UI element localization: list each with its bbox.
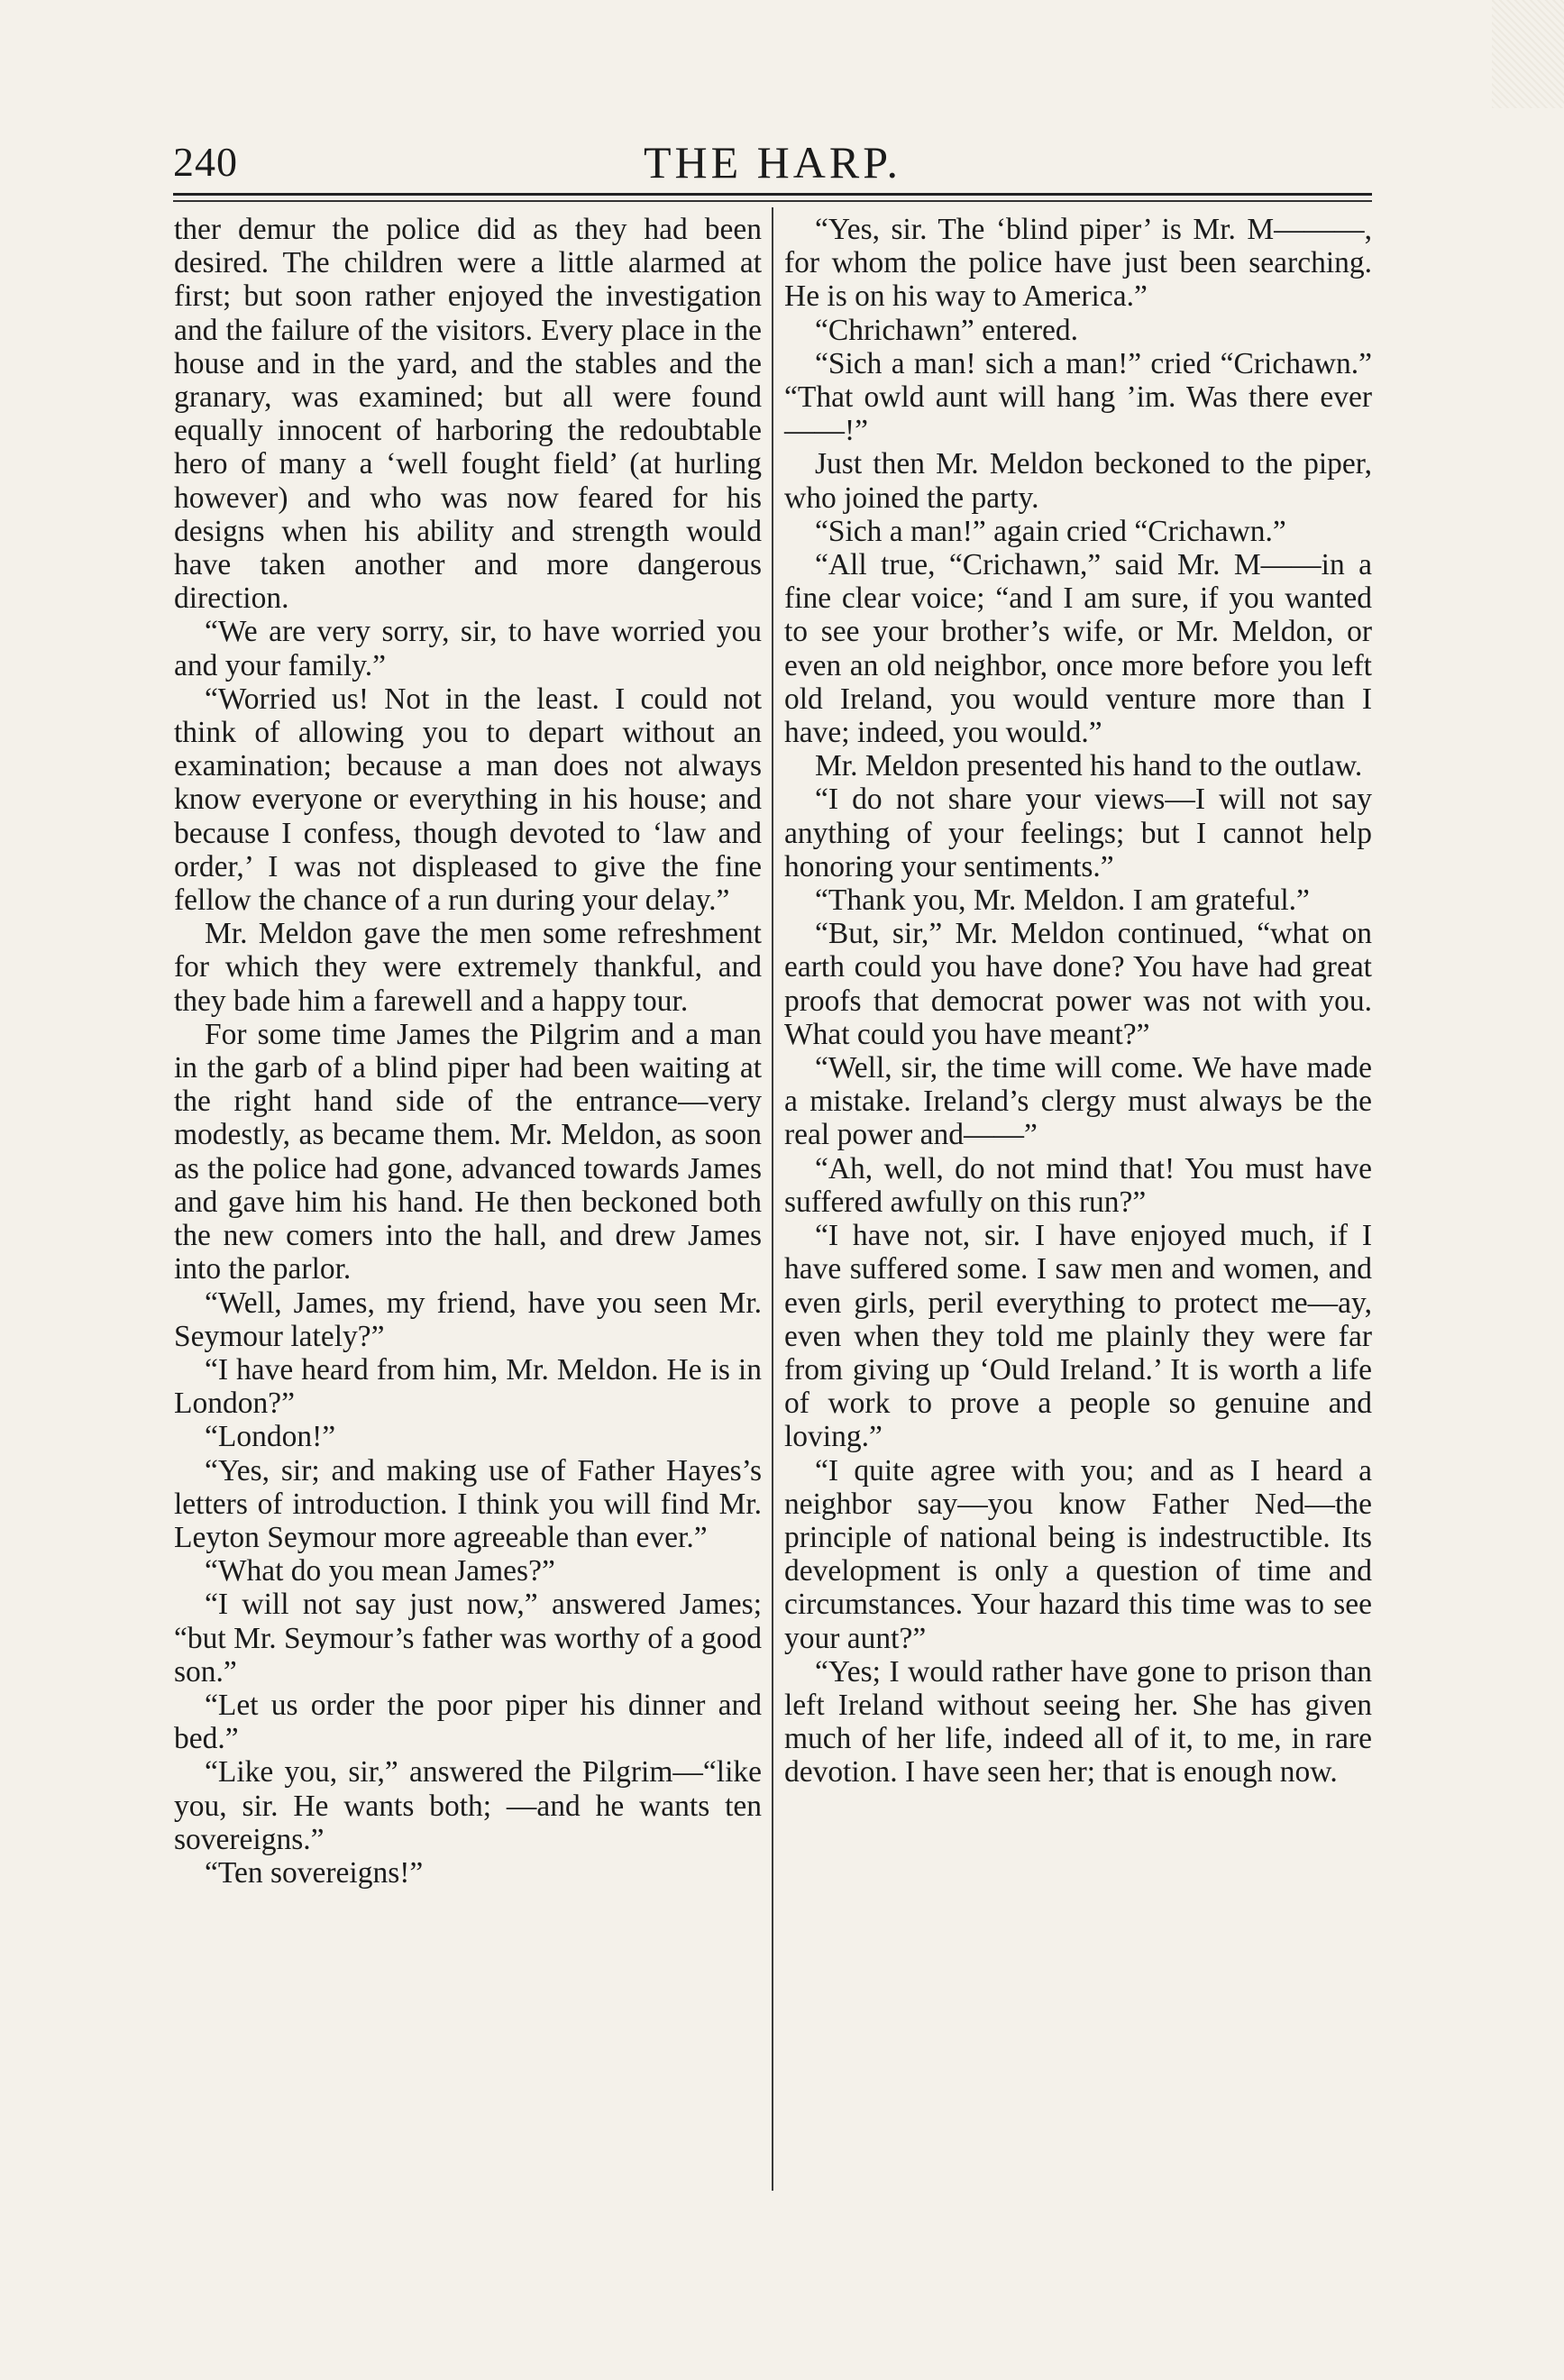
paragraph: “Sich a man! sich a man!” cried “Crichawn.” “That owld aunt will hang ’im. Was there ever——!” (784, 346, 1372, 448)
paragraph: Just then Mr. Meldon beckoned to the piper, who joined the party. (784, 447, 1372, 515)
paragraph: “Yes; I would rather have gone to prison than left Ireland without seeing her. She has given much of her life, indeed all of it, to me, in rare devotion. I have seen her; that is enough now. (784, 1654, 1372, 1790)
column-divider (772, 207, 773, 2191)
paragraph: Mr. Meldon presented his hand to the outlaw. (815, 749, 1363, 783)
paragraph: “I do not share your views—I will not say anything of your feelings; but I cannot help honoring your sentiments.” (784, 783, 1372, 883)
paragraph: “Yes, sir; and making use of Father Hayes’s letters of introduction. I think you will find Mr. Leyton Seymour more agreeable than ever.” (174, 1453, 762, 1554)
header-rule-thin (173, 200, 1372, 202)
paragraph: “All true, “Crichawn,” said Mr. M——in a fine clear voice; “and I am sure, if you wanted to see your brother’s wife, or Mr. Meldon, or even an old neighbor, once more before you left old Ireland, you would venture more than I have; indeed, you would.” (784, 548, 1372, 750)
paragraph: “Well, sir, the time will come. We have made a mistake. Ireland’s clergy must always be the real power and——” (784, 1051, 1372, 1152)
paragraph: “I have heard from him, Mr. Meldon. He is in London?” (174, 1352, 762, 1421)
page-header (173, 135, 1372, 189)
paragraph: “But, sir,” Mr. Meldon continued, “what on earth could you have done? You have had great proofs that democrat power was not with you. What could you have meant?” (784, 917, 1372, 1051)
paragraph: “Well, James, my friend, have you seen Mr. Seymour lately?” (174, 1286, 762, 1353)
paragraph: “Worried us! Not in the least. I could not think of allowing you to depart without an examination; because a man does not always know everyone or everything in his house; and because I confess, though devoted to ‘law and order,’ I was not displeased to give the fine fellow the chance of a run during your delay.” (174, 682, 762, 918)
paper-texture (1492, 0, 1564, 108)
paragraph: “Chrichawn” entered. (815, 313, 1079, 347)
right-column (784, 213, 1372, 1790)
paragraph: “Yes, sir. The ‘blind piper’ is Mr. M———, for whom the police have just been searching. He is on his way to America.” (784, 213, 1372, 314)
paragraph: “Ah, well, do not mind that! You must have suffered awfully on this run?” (784, 1151, 1372, 1219)
paragraph: “Like you, sir,” answered the Pilgrim—“like you, sir. He wants both; —and he wants ten sovereigns.” (174, 1755, 762, 1856)
paragraph: “What do you mean James?” (205, 1554, 555, 1588)
paragraph: “Sich a man!” again cried “Crichawn.” (815, 514, 1286, 548)
paragraph: ther demur the police did as they had been desired. The children were a little alarmed at first; but soon rather enjoyed the investigation and the failure of the visitors. Every place in the house and in the yard, and the stables and the granary, was examined; but all were found equally innocent of harboring the redoubtable hero of many a ‘well fought field’ (at hurling however) and who was now feared for his designs when his ability and strength would have taken another and more dangerous direction. (174, 213, 762, 616)
running-title: THE HARP. (643, 137, 902, 188)
paragraph: For some time James the Pilgrim and a man in the garb of a blind piper had been waiting at the right hand side of the entrance—very modestly, as became them. Mr. Meldon, as soon as the police had gone, advanced towards James and gave him his hand. He then beckoned both the new comers into the hall, and drew James into the parlor. (174, 1017, 762, 1286)
paragraph: “I have not, sir. I have enjoyed much, if I have suffered some. I saw men and women, and even girls, peril everything to protect me—ay, even when they told me plainly they were far from giving up ‘Ould Ireland.’ It is worth a life of work to prove a people so genuine and loving.” (784, 1219, 1372, 1454)
page-number: 240 (173, 139, 238, 185)
left-column (174, 213, 762, 1890)
paragraph: “London!” (205, 1420, 336, 1454)
paragraph: “Let us order the poor piper his dinner and bed.” (174, 1688, 762, 1756)
paragraph: Mr. Meldon gave the men some refreshment for which they were extremely thankful, and they bade him a farewell and a happy tour. (174, 917, 762, 1018)
paragraph: “Ten sovereigns!” (205, 1855, 424, 1890)
header-rule-thick (173, 193, 1372, 196)
paragraph: “Thank you, Mr. Meldon. I am grateful.” (815, 883, 1310, 918)
paragraph: “I quite agree with you; and as I heard a neighbor say—you know Father Ned—the principle of national being is indestructible. Its development is only a question of time and circumstances. Your hazard this time was to see your aunt?” (784, 1453, 1372, 1655)
paragraph: “I will not say just now,” answered James; “but Mr. Seymour’s father was worthy of a good son.” (174, 1588, 762, 1689)
paragraph: “We are very sorry, sir, to have worried you and your family.” (174, 615, 762, 682)
